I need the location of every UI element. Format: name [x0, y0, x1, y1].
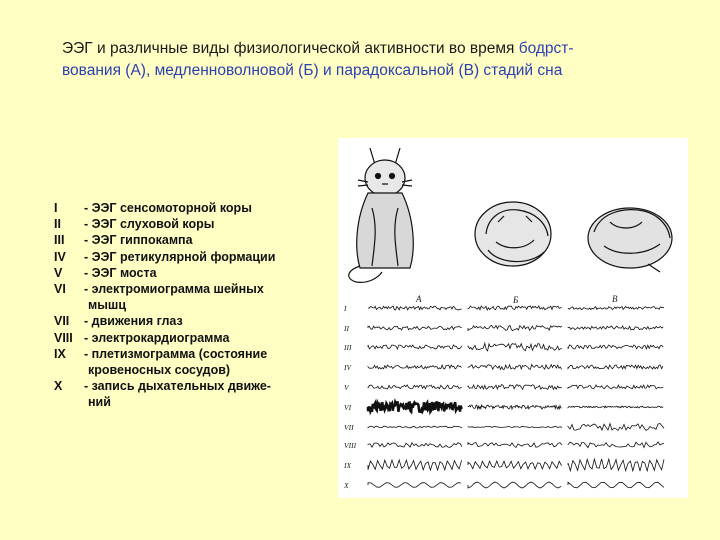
trace-segment: [468, 482, 561, 488]
legend-num: VI: [54, 282, 66, 297]
trace-label: IX: [344, 461, 352, 470]
title-part-9: ) стадий сна: [473, 62, 563, 79]
legend-item: [54, 330, 324, 346]
eeg-figure-svg: [338, 138, 688, 498]
legend-num: VII: [54, 314, 70, 329]
legend-text: - электрокардиограмма: [84, 330, 230, 345]
legend-continuation: ний: [88, 395, 111, 410]
trace-segment: [468, 365, 562, 370]
legend-text: - плетизмограмма (состояние: [84, 346, 268, 361]
legend-continuation: мышц: [88, 298, 127, 313]
legend-num: IX: [54, 346, 66, 361]
trace-segment: [368, 426, 462, 428]
legend-num: II: [54, 217, 61, 232]
legend-text: - движения глаз: [84, 314, 183, 329]
trace-segment: [568, 482, 664, 488]
trace-label: VII: [344, 423, 354, 432]
cat-paradoxical-sleep-illustration: [588, 208, 672, 272]
legend-item: [54, 216, 324, 232]
trace-segment: [368, 365, 462, 369]
legend-item: [54, 200, 324, 216]
trace-segment: [568, 459, 664, 471]
legend-item: [54, 232, 324, 248]
legend-text: - ЭЭГ ретикулярной формации: [84, 249, 276, 264]
trace-segment: [368, 385, 462, 389]
title-part-1: ЭЭГ и различные виды физиологической активности во время: [62, 40, 519, 57]
trace-segment: [468, 385, 562, 390]
legend-item: [54, 313, 324, 329]
legend-item: [54, 249, 324, 265]
trace-segment: [468, 461, 562, 469]
legend-num: X: [54, 379, 63, 394]
trace-label: II: [344, 324, 349, 333]
trace-label: X: [344, 481, 349, 490]
legend-num: V: [54, 265, 63, 280]
trace-segment: [468, 306, 562, 310]
title-part-3: вования (: [62, 62, 131, 79]
trace-label: III: [344, 343, 352, 352]
title-part-2: бодрст-: [518, 40, 574, 57]
legend-text: - ЭЭГ сенсомоторной коры: [84, 201, 252, 215]
legend-item: [54, 281, 324, 297]
trace-segment: [368, 345, 462, 349]
trace-segment: [368, 460, 462, 470]
legend-text: - электромиограмма шейных: [84, 282, 264, 297]
legend-num: VIII: [54, 330, 73, 345]
slide-title: [62, 38, 682, 82]
legend-text: - ЭЭГ моста: [84, 265, 157, 280]
trace-segment: [568, 424, 664, 431]
trace-segment: [568, 406, 663, 408]
trace-segment: [368, 326, 462, 330]
trace-segment: [568, 385, 663, 389]
legend-continuation: кровеносных сосудов): [88, 363, 231, 378]
column-label-v: В: [612, 294, 618, 304]
trace-segment: [368, 443, 462, 448]
title-label-a: А: [130, 62, 141, 79]
trace-label: IV: [344, 363, 352, 372]
trace-segment: [568, 326, 663, 330]
cat-slow-wave-sleep-illustration: [475, 202, 551, 266]
eeg-figure: [338, 138, 688, 498]
column-label-b: Б: [513, 295, 519, 305]
title-label-b: Б: [303, 62, 314, 79]
column-label-a: А: [416, 294, 422, 304]
trace-label: VI: [344, 403, 352, 412]
title-part-7: ) и парадоксальной (: [313, 62, 464, 79]
legend-text: - ЭЭГ гиппокампа: [84, 233, 193, 248]
trace-label: VIII: [344, 441, 357, 450]
trace-segment: [468, 443, 562, 448]
trace-segment: [468, 426, 562, 427]
trace-label: I: [344, 304, 347, 313]
trace-label: V: [344, 383, 349, 392]
trace-segment: [368, 483, 461, 488]
cat-awake-illustration: [349, 148, 414, 282]
legend-text: - ЭЭГ слуховой коры: [84, 217, 215, 232]
trace-segment: [568, 365, 663, 369]
trace-segment: [368, 402, 462, 412]
legend-num: IV: [54, 249, 66, 264]
trace-segment: [468, 405, 562, 409]
legend-item: [54, 346, 324, 362]
trace-segment: [468, 343, 562, 351]
legend-text: - запись дыхательных движе-: [84, 379, 271, 394]
trace-segment: [568, 307, 664, 310]
trace-segment: [368, 306, 462, 310]
physiological-traces: [368, 306, 664, 488]
trace-legend: [54, 200, 324, 411]
trace-segment: [568, 345, 663, 349]
title-part-5: ), медленноволновой (: [140, 62, 304, 79]
legend-item: [54, 265, 324, 281]
legend-item: [54, 378, 324, 394]
trace-segment: [568, 442, 664, 448]
legend-num: I: [54, 201, 58, 215]
trace-segment: [468, 326, 562, 331]
title-label-v: В: [463, 62, 474, 79]
legend-num: III: [54, 233, 65, 248]
